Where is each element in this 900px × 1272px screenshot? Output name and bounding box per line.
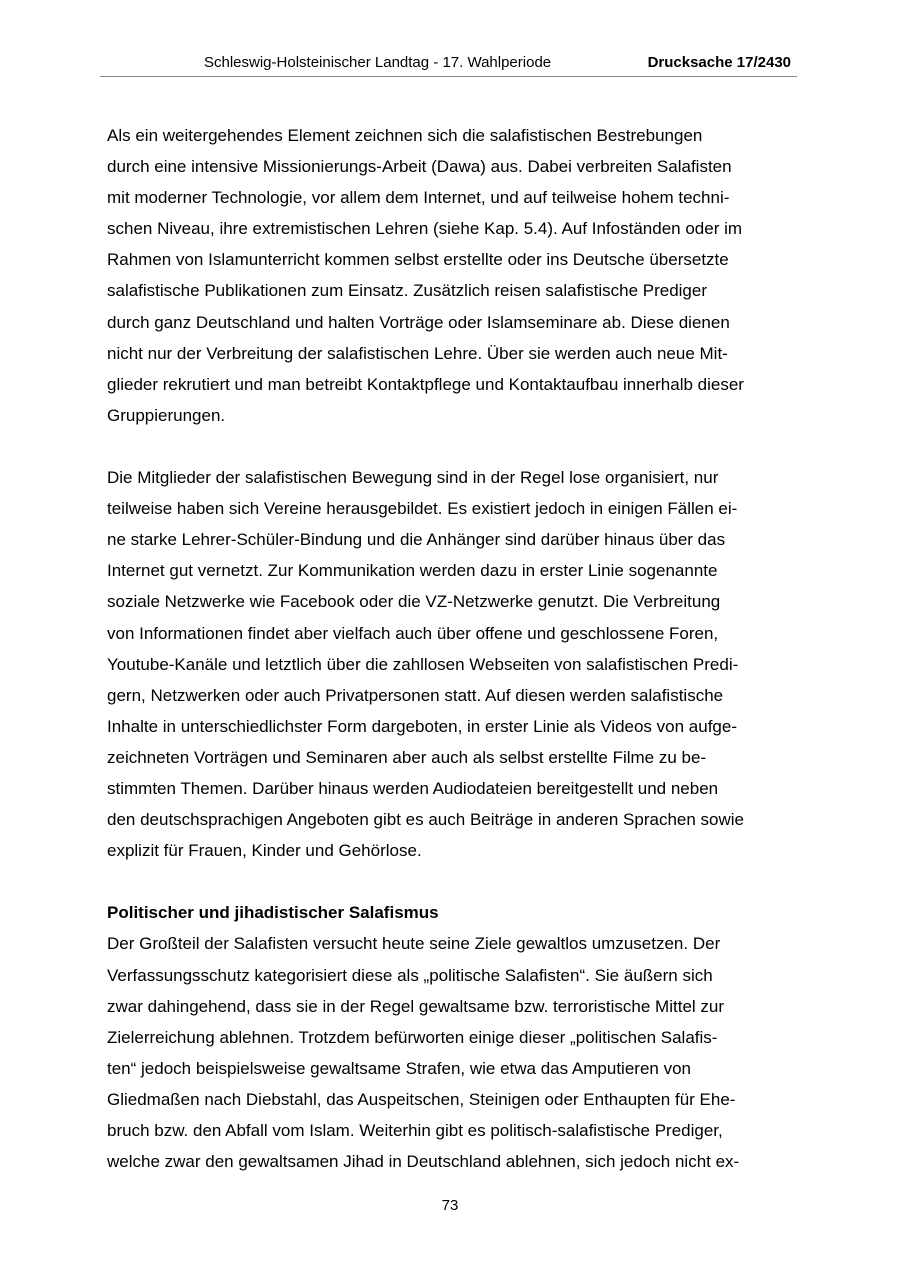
text-line: zeichneten Vorträgen und Seminaren aber auch als selbst erstellte Filme zu be- [107, 747, 707, 767]
header-title: Schleswig-Holsteinischer Landtag - 17. Wahlperiode [204, 54, 552, 71]
text-line: welche zwar den gewaltsamen Jihad in Deutschland ablehnen, sich jedoch nicht ex- [107, 1152, 740, 1172]
text-line: zwar dahingehend, dass sie in der Regel gewaltsame bzw. terroristische Mittel zur [107, 996, 725, 1016]
text-line: Gruppierungen. [107, 405, 226, 425]
text-line: bruch bzw. den Abfall vom Islam. Weiterhin gibt es politisch-salafistische Prediger, [107, 1121, 723, 1140]
text-line: gern, Netzwerken oder auch Privatpersonen statt. Auf diesen werden salafistische [107, 685, 724, 705]
page-body [107, 120, 797, 1177]
text-line: Der Großteil der Salafisten versucht heute seine Ziele gewaltlos umzusetzen. Der [107, 934, 721, 954]
text-line: Gliedmaßen nach Diebstahl, das Auspeitschen, Steinigen oder Enthaupten für Ehe- [107, 1089, 736, 1109]
document-number: Drucksache 17/2430 [647, 54, 791, 71]
text-line: Zielerreichung ablehnen. Trotzdem befürworten einige dieser „politischen Salafis- [107, 1027, 718, 1047]
text-line: durch eine intensive Missionierungs-Arbeit (Dawa) aus. Dabei verbreiten Salafisten [107, 157, 732, 177]
text-line: durch ganz Deutschland und halten Vorträge oder Islamseminare ab. Diese dienen [107, 312, 730, 332]
text-line: explizit für Frauen, Kinder und Gehörlose. [107, 841, 422, 861]
text-line: Als ein weitergehendes Element zeichnen sich die salafistischen Bestrebungen [107, 126, 703, 145]
page-header [100, 52, 797, 77]
text-line: glieder rekrutiert und man betreibt Kontaktpflege und Kontaktaufbau innerhalb dieser [107, 374, 744, 394]
section-heading: Politischer und jihadistischer Salafismus [107, 903, 439, 923]
section [107, 897, 797, 1177]
text-line: Die Mitglieder der salafistischen Bewegung sind in der Regel lose organisiert, nur [107, 468, 719, 488]
paragraph [107, 120, 797, 431]
text-line: von Informationen findet aber vielfach auch über offene und geschlossene Foren, [107, 623, 719, 643]
page-number: 73 [441, 1197, 459, 1214]
text-line: stimmten Themen. Darüber hinaus werden Audiodateien bereitgestellt und neben [107, 778, 719, 798]
text-line: Rahmen von Islamunterricht kommen selbst erstellte oder ins Deutsche übersetzte [107, 250, 729, 270]
text-line: Inhalte in unterschiedlichster Form dargeboten, in erster Linie als Videos von aufge- [107, 716, 737, 736]
text-line: mit moderner Technologie, vor allem dem Internet, und auf teilweise hohem techni- [107, 188, 730, 208]
text-line: den deutschsprachigen Angeboten gibt es auch Beiträge in anderen Sprachen sowie [107, 810, 745, 830]
text-line: nicht nur der Verbreitung der salafistischen Lehre. Über sie werden auch neue Mit- [107, 343, 728, 363]
text-line: Youtube-Kanäle und letztlich über die zahllosen Webseiten von salafistischen Predi- [107, 654, 739, 674]
paragraph-spacer [107, 431, 797, 462]
paragraph-spacer [107, 866, 797, 897]
text-line: salafistische Publikationen zum Einsatz. Zusätzlich reisen salafistische Prediger [107, 281, 707, 301]
text-line: ten“ jedoch beispielsweise gewaltsame Strafen, wie etwa das Amputieren von [107, 1058, 691, 1078]
text-line: ne starke Lehrer-Schüler-Bindung und die Anhänger sind darüber hinaus über das [107, 530, 726, 550]
text-line: soziale Netzwerke wie Facebook oder die VZ-Netzwerke genutzt. Die Verbreitung [107, 592, 721, 612]
text-line: Internet gut vernetzt. Zur Kommunikation werden dazu in erster Linie sogenannte [107, 561, 718, 581]
text-line: teilweise haben sich Vereine herausgebildet. Es existiert jedoch in einigen Fällen ei- [107, 499, 738, 519]
paragraph [107, 462, 797, 866]
text-line: Verfassungsschutz kategorisiert diese als „politische Salafisten“. Sie äußern sich [107, 965, 713, 985]
text-line: schen Niveau, ihre extremistischen Lehren (siehe Kap. 5.4). Auf Infoständen oder im [107, 219, 743, 239]
